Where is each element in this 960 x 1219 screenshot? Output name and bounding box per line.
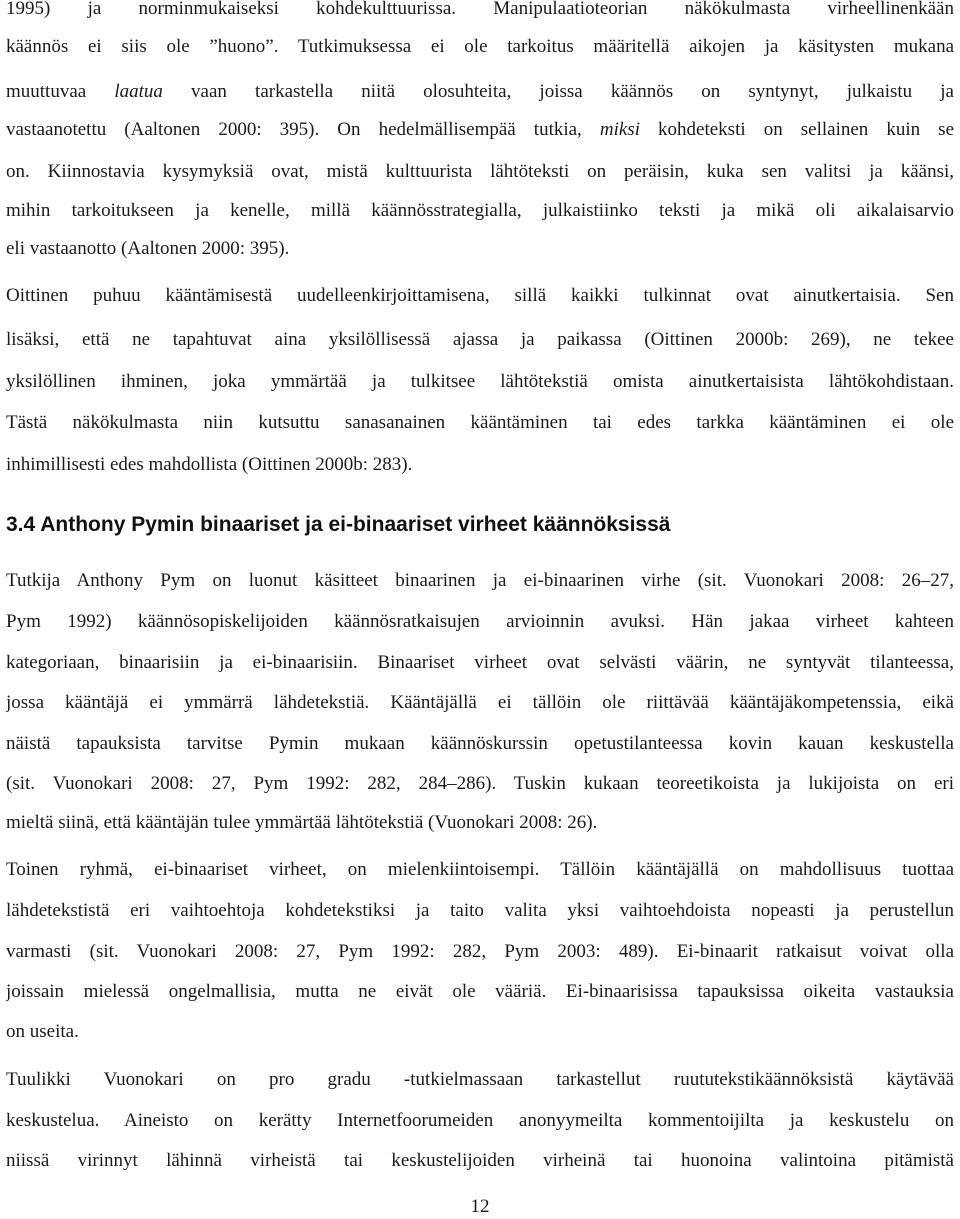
text-line: 1995) ja norminmukaiseksi kohdekulttuurissa. Manipulaatioteorian näkökulmasta virheellinenkään <box>6 0 954 19</box>
text-line: mihin tarkoitukseen ja kenelle, millä käännösstrategialla, julkaistiinko teksti ja mikä oli aikalaisarvio <box>6 200 954 221</box>
text-span: muuttuvaa <box>6 81 115 102</box>
text-line: jossa kääntäjä ei ymmärrä lähdetekstiä. Kääntäjällä ei tällöin ole riittävää kääntäjäkompetenssia, eikä <box>6 692 954 713</box>
text-line <box>6 117 954 143</box>
text-line: näistä tapauksista tarvitse Pymin mukaan käännöskurssin opetustilanteessa kovin kauan keskustella <box>6 733 954 754</box>
text-line: Toinen ryhmä, ei-binaariset virheet, on mielenkiintoisempi. Tällöin kääntäjällä on mahdollisuus tuottaa <box>6 859 954 880</box>
text-line: varmasti (sit. Vuonokari 2008: 27, Pym 1992: 282, Pym 2003: 489). Ei-binaarit ratkaisut voivat olla <box>6 941 954 962</box>
text-line: Oittinen puhuu kääntämisestä uudelleenkirjoittamisena, sillä kaikki tulkinnat ovat ainutkertaisia. Sen <box>6 285 954 306</box>
text-line: (sit. Vuonokari 2008: 27, Pym 1992: 282, 284–286). Tuskin kukaan teoreetikoista ja lukijoista on eri <box>6 773 954 794</box>
italic-term: miksi <box>599 119 640 140</box>
text-line: on useita. <box>6 1021 79 1042</box>
text-line: niissä virinnyt lähinnä virheistä tai keskustelijoiden virheinä tai huonoina valintoina pitämistä <box>6 1150 954 1171</box>
text-line: Tutkija Anthony Pym on luonut käsitteet binaarinen ja ei-binaarinen virhe (sit. Vuonokari 2008: 26–27, <box>6 570 954 591</box>
text-line: yksilöllinen ihminen, joka ymmärtää ja tulkitsee lähtötekstiä omista ainutkertaisista lähtökohdistaan. <box>6 371 954 392</box>
italic-term: laatua <box>114 81 163 102</box>
text-line: keskustelua. Aineisto on kerätty Internetfoorumeiden anonyymeilta kommentoijilta ja keskustelu on <box>6 1110 954 1131</box>
section-heading: 3.4 Anthony Pymin binaariset ja ei-binaariset virheet käännöksissä <box>6 513 671 536</box>
text-line: inhimillisesti edes mahdollista (Oittinen 2000b: 283). <box>6 454 413 475</box>
text-line <box>6 79 954 105</box>
text-line: käännös ei siis ole ”huono”. Tutkimuksessa ei ole tarkoitus määritellä aikojen ja käsitysten mukana <box>6 36 954 57</box>
text-line: lähdetekstistä eri vaihtoehtoja kohdetekstiksi ja taito valita yksi vaihtoehdoista nopeasti ja perustellun <box>6 900 954 921</box>
text-line: eli vastaanotto (Aaltonen 2000: 395). <box>6 238 290 259</box>
text-line: mieltä siinä, että kääntäjän tulee ymmärtää lähtötekstiä (Vuonokari 2008: 26). <box>6 812 598 833</box>
text-span: vaan tarkastella niitä olosuhteita, joissa käännös on syntynyt, julkaistu ja <box>162 81 954 102</box>
text-span: vastaanotettu (Aaltonen 2000: 395). On hedelmällisempää tutkia, <box>6 119 600 140</box>
text-line: Tuulikki Vuonokari on pro gradu -tutkielmassaan tarkastellut ruututekstikäännöksistä käytävää <box>6 1069 954 1090</box>
text-line: Pym 1992) käännösopiskelijoiden käännösratkaisujen arvioinnin avuksi. Hän jakaa virheet kahteen <box>6 611 954 632</box>
text-line: joissain mielessä ongelmallisia, mutta ne eivät ole vääriä. Ei-binaarisissa tapauksissa oikeita vastauksia <box>6 981 954 1002</box>
text-span: kohdeteksti on sellainen kuin se <box>639 119 954 140</box>
text-line: Tästä näkökulmasta niin kutsuttu sanasanainen kääntäminen tai edes tarkka kääntäminen ei ole <box>6 412 954 433</box>
text-line: kategoriaan, binaarisiin ja ei-binaarisiin. Binaariset virheet ovat selvästi väärin, ne syntyvät tilanteessa, <box>6 652 954 673</box>
page-number: 12 <box>470 1196 490 1217</box>
text-line: on. Kiinnostavia kysymyksiä ovat, mistä kulttuurista lähtöteksti on peräisin, kuka sen valitsi ja käänsi, <box>6 161 954 182</box>
text-line: lisäksi, että ne tapahtuvat aina yksilöllisessä ajassa ja paikassa (Oittinen 2000b: 269), ne tekee <box>6 329 954 350</box>
